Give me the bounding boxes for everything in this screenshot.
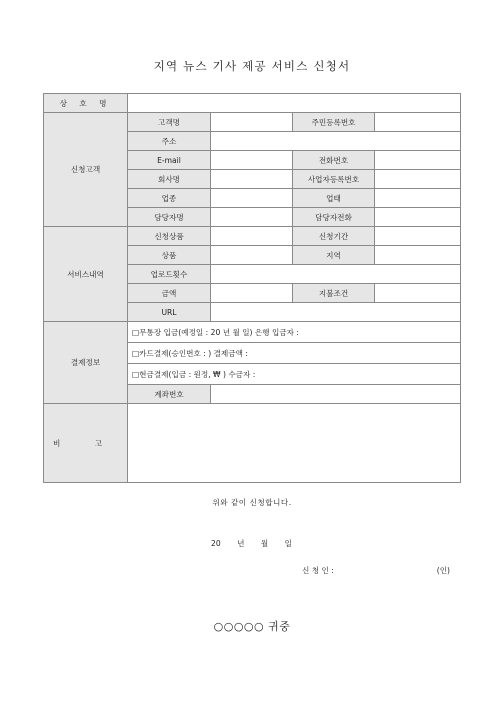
company-name-label: 회사명 (128, 170, 211, 189)
business-type-label: 업종 (128, 189, 211, 208)
manager-name-label: 담당자명 (128, 208, 211, 227)
product-name-label: 상품 (128, 246, 211, 265)
card-payment-option[interactable]: □카드결제(승인번호 : ) 결제금액 : (128, 343, 461, 364)
service-section-label: 서비스내역 (44, 227, 128, 322)
form-row-remarks (44, 404, 461, 483)
email-label: E-mail (128, 151, 211, 170)
business-category-field[interactable] (375, 189, 461, 208)
applicant-label: 신 청 인 : (302, 566, 334, 575)
page-title: 지역 뉴스 기사 제공 서비스 신청서 (153, 59, 351, 73)
customer-name-field[interactable] (211, 113, 293, 132)
upload-count-field[interactable] (211, 265, 461, 284)
amount-field[interactable] (211, 284, 293, 303)
payment-terms-label: 지불조건 (293, 284, 375, 303)
cash-payment-option[interactable]: □현금결제(입금 : 원정, ₩ ) 수금자 : (128, 364, 461, 385)
product-label: 신청상품 (128, 227, 211, 246)
seal-mark: (인) (436, 566, 450, 575)
region-label: 지역 (293, 246, 375, 265)
form-row-product (44, 227, 461, 246)
company-field[interactable] (128, 94, 461, 113)
application-form-table (43, 93, 461, 483)
recipient-line: ○○○○○ 귀중 (213, 620, 291, 633)
remarks-label: 비 고 (44, 404, 128, 483)
date-line: 20 년 월 일 (211, 539, 292, 548)
bank-transfer-option[interactable]: □무통장 입금(예정일 : 20 년 월 일) 은행 입금자 : (128, 322, 461, 343)
business-number-field[interactable] (375, 170, 461, 189)
confirm-text: 위와 같이 신청합니다. (212, 498, 292, 507)
upload-count-label: 업로드횟수 (128, 265, 211, 284)
resident-number-label: 주민등록번호 (293, 113, 375, 132)
customer-section-label: 신청고객 (44, 113, 128, 227)
amount-label: 금액 (128, 284, 211, 303)
product-field[interactable] (211, 227, 293, 246)
payment-section-label: 결제정보 (44, 322, 128, 404)
company-label: 상 호 명 (44, 94, 128, 113)
manager-name-field[interactable] (211, 208, 293, 227)
account-number-label: 계좌번호 (128, 385, 211, 404)
applicant-line (302, 565, 452, 576)
business-number-label: 사업자등록번호 (293, 170, 375, 189)
email-field[interactable] (211, 151, 293, 170)
manager-phone-field[interactable] (375, 208, 461, 227)
phone-label: 전화번호 (293, 151, 375, 170)
address-field[interactable] (211, 132, 461, 151)
region-field[interactable] (375, 246, 461, 265)
manager-phone-label: 담당자전화 (293, 208, 375, 227)
business-type-field[interactable] (211, 189, 293, 208)
url-label: URL (128, 303, 211, 322)
customer-name-label: 고객명 (128, 113, 211, 132)
company-name-field[interactable] (211, 170, 293, 189)
url-field[interactable] (211, 303, 461, 322)
form-row-customer-name (44, 113, 461, 132)
account-number-field[interactable] (211, 385, 461, 404)
form-row-bank-transfer (44, 322, 461, 343)
address-label: 주소 (128, 132, 211, 151)
phone-field[interactable] (375, 151, 461, 170)
resident-number-field[interactable] (375, 113, 461, 132)
period-label: 신청기간 (293, 227, 375, 246)
payment-terms-field[interactable] (375, 284, 461, 303)
form-row-company (44, 94, 461, 113)
product-name-field[interactable] (211, 246, 293, 265)
remarks-field[interactable] (128, 404, 461, 483)
period-field[interactable] (375, 227, 461, 246)
business-category-label: 업태 (293, 189, 375, 208)
